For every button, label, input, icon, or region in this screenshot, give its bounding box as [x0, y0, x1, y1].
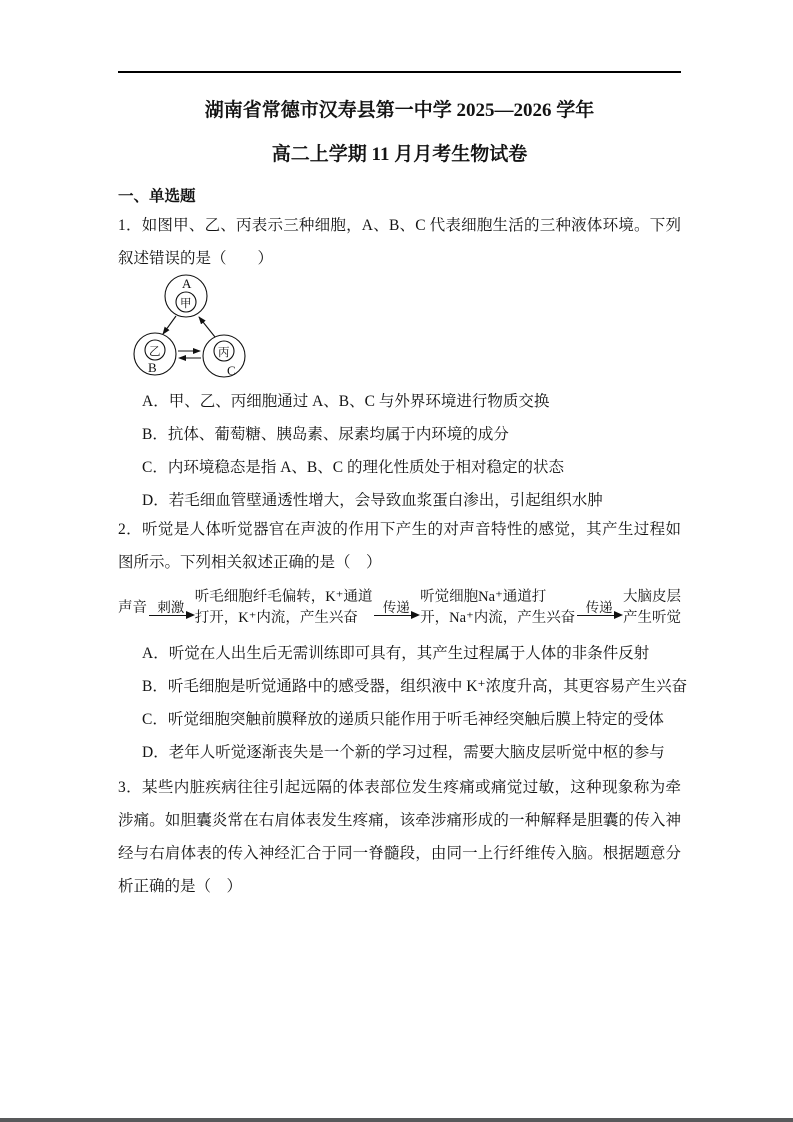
- cell-environment-diagram: [128, 271, 268, 385]
- right-arrow-icon: [577, 615, 621, 616]
- env-c-label: C: [227, 363, 236, 378]
- q2-option-b: B．听毛细胞是听觉通路中的感受器，组织液中 K⁺浓度升高，其更容易产生兴奋: [142, 678, 688, 695]
- q2-option-c: C．听觉细胞突触前膜释放的递质只能作用于听毛神经突触后膜上特定的受体: [142, 711, 664, 728]
- arrow-c-to-a: [199, 317, 215, 337]
- env-a-label: A: [182, 276, 192, 291]
- flow-step-auditory-cell-line1: 听觉细胞Na⁺通道打: [420, 589, 547, 605]
- flow-arrow-transmit-1: [372, 600, 420, 617]
- env-b-label: B: [148, 360, 157, 375]
- q1-option-a: A．甲、乙、丙细胞通过 A、B、C 与外界环境进行物质交换: [142, 393, 550, 410]
- flow-step-auditory-cell: [420, 587, 575, 629]
- arrow-a-to-b: [163, 316, 176, 334]
- flow-arrow-stimulate-label: 刺激: [157, 599, 185, 615]
- flow-step-auditory-cell-line2: 开，Na⁺内流，产生兴奋: [420, 610, 576, 626]
- q2-option-d: D．老年人听觉逐渐丧失是一个新的学习过程，需要大脑皮层听觉中枢的参与: [142, 744, 665, 761]
- question-2-options: [118, 637, 688, 769]
- flow-step-hair-cell-line2: 打开，K⁺内流，产生兴奋: [194, 610, 358, 626]
- right-arrow-icon: [374, 615, 418, 616]
- document-title-line1: 湖南省常德市汉寿县第一中学 2025—2026 学年: [204, 100, 595, 121]
- cell-bing-label: 丙: [218, 347, 230, 359]
- right-arrow-icon: [149, 615, 193, 616]
- question-3-stem: 3．某些内脏疾病往往引起远隔的体表部位发生疼痛或痛觉过敏，这种现象称为牵涉痛。如胆囊炎常在右肩体表发生疼痛，该牵涉痛形成的一种解释是胆囊的传入神经与右肩体表的传入神经汇合于同一脊髓段，由同一上行纤维传入脑。根据题意分析正确的是（ ）: [118, 779, 681, 895]
- page-bottom-edge: [0, 1118, 793, 1122]
- section-heading: 一、单选题: [118, 188, 196, 205]
- flow-step-hair-cell-line1: 听毛细胞纤毛偏转，K⁺通道: [194, 589, 373, 605]
- document-title-line2: 高二上学期 11 月月考生物试卷: [271, 144, 528, 165]
- document-content: [118, 92, 688, 903]
- q1-option-c: C．内环境稳态是指 A、B、C 的理化性质处于相对稳定的状态: [142, 459, 564, 476]
- flow-step-cortex-line1: 大脑皮层: [622, 589, 681, 605]
- flow-start-sound: 声音: [118, 599, 147, 616]
- question-1: [118, 209, 681, 517]
- cell-jia-label: 甲: [180, 298, 192, 310]
- q1-option-d: D．若毛细血管壁通透性增大，会导致血浆蛋白渗出，引起组织水肿: [142, 492, 603, 509]
- question-2-stem: 2．听觉是人体听觉器官在声波的作用下产生的对声音特性的感觉，其产生过程如图所示。下列相关叙述正确的是（ ）: [118, 521, 681, 571]
- flow-arrow-stimulate: [147, 600, 195, 617]
- question-2: [118, 513, 688, 769]
- question-1-stem: 1．如图甲、乙、丙表示三种细胞，A、B、C 代表细胞生活的三种液体环境。下列叙述错误的是（ ）: [118, 217, 681, 267]
- q1-option-b: B．抗体、葡萄糖、胰岛素、尿素均属于内环境的成分: [142, 426, 509, 443]
- q2-option-a: A．听觉在人出生后无需训练即可具有，其产生过程属于人体的非条件反射: [142, 645, 650, 662]
- flow-arrow-transmit-1-label: 传递: [382, 599, 410, 615]
- question-3: [118, 771, 681, 903]
- flow-step-hair-cell: [195, 587, 373, 629]
- question-1-options: [118, 385, 681, 517]
- hearing-process-flow-diagram: [118, 587, 681, 629]
- flow-arrow-transmit-2: [575, 600, 623, 617]
- flow-step-cortex: [623, 587, 681, 629]
- flow-step-cortex-line2: 产生听觉: [622, 610, 681, 626]
- header-rule: [118, 71, 681, 73]
- flow-arrow-transmit-2-label: 传递: [585, 599, 613, 615]
- cell-yi-label: 乙: [149, 346, 161, 358]
